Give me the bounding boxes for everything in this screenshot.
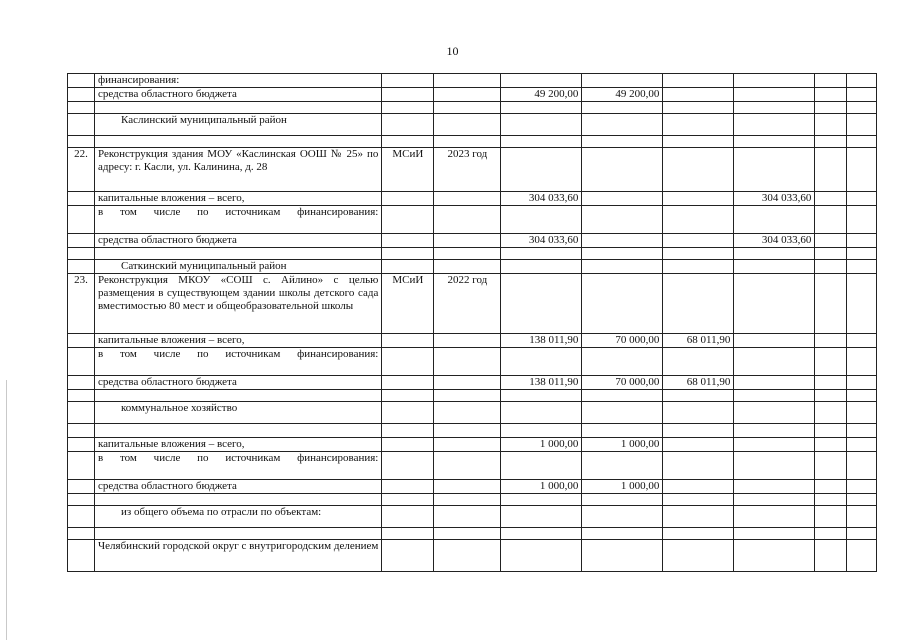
row-number-cell (68, 376, 95, 390)
amount-2024 (734, 438, 815, 452)
amount-2024 (734, 494, 815, 506)
amount-total (501, 452, 582, 480)
amount-total (501, 528, 582, 540)
amount-2022 (582, 424, 663, 438)
amount-2023 (663, 480, 734, 494)
table-row (68, 506, 877, 528)
amount-2022 (582, 390, 663, 402)
extra-col-2 (847, 424, 877, 438)
description-cell (95, 424, 382, 438)
amount-2024 (734, 528, 815, 540)
description-cell: капитальные вложения – всего, (95, 334, 382, 348)
extra-col-2 (847, 390, 877, 402)
description-cell (95, 102, 382, 114)
unit-cell (382, 102, 434, 114)
amount-2024 (734, 74, 815, 88)
table-row (68, 206, 877, 234)
extra-col-1 (815, 114, 847, 136)
unit-cell (382, 480, 434, 494)
table-body (68, 74, 877, 572)
extra-col-1 (815, 74, 847, 88)
extra-col-1 (815, 260, 847, 274)
amount-2024 (734, 480, 815, 494)
extra-col-1 (815, 424, 847, 438)
extra-col-2 (847, 192, 877, 206)
amount-2022 (582, 192, 663, 206)
amount-2022 (582, 136, 663, 148)
row-number-cell (68, 452, 95, 480)
amount-2022 (582, 452, 663, 480)
year-cell (434, 248, 501, 260)
amount-2022: 70 000,00 (582, 334, 663, 348)
year-cell (434, 234, 501, 248)
section-heading: коммунальное хозяйство (95, 402, 382, 424)
row-number-cell (68, 528, 95, 540)
description-cell: средства областного бюджета (95, 376, 382, 390)
year-cell: 2022 год (434, 274, 501, 334)
section-heading: Челябинский городской округ с внутригородским делением (95, 540, 382, 572)
extra-col-2 (847, 494, 877, 506)
extra-col-2 (847, 348, 877, 376)
amount-2024: 304 033,60 (734, 192, 815, 206)
table-row (68, 376, 877, 390)
extra-col-1 (815, 494, 847, 506)
row-number-cell (68, 88, 95, 102)
extra-col-1 (815, 452, 847, 480)
amount-2022 (582, 348, 663, 376)
extra-col-2 (847, 74, 877, 88)
extra-col-2 (847, 136, 877, 148)
row-number-cell (68, 206, 95, 234)
row-number-cell (68, 136, 95, 148)
amount-total (501, 260, 582, 274)
description-cell (95, 136, 382, 148)
row-number-cell (68, 402, 95, 424)
table-row (68, 540, 877, 572)
extra-col-2 (847, 274, 877, 334)
extra-col-1 (815, 438, 847, 452)
extra-col-1 (815, 376, 847, 390)
extra-col-1 (815, 274, 847, 334)
year-cell (434, 136, 501, 148)
description-cell: капитальные вложения – всего, (95, 192, 382, 206)
year-cell (434, 334, 501, 348)
table-row (68, 452, 877, 480)
year-cell (434, 102, 501, 114)
year-cell (434, 74, 501, 88)
table-row (68, 494, 877, 506)
amount-2022 (582, 234, 663, 248)
extra-col-2 (847, 438, 877, 452)
amount-2024 (734, 102, 815, 114)
row-number-cell (68, 506, 95, 528)
row-number-cell (68, 248, 95, 260)
row-number-cell: 23. (68, 274, 95, 334)
year-cell (434, 88, 501, 102)
table-row (68, 148, 877, 192)
unit-cell: МСиИ (382, 148, 434, 192)
table-row (68, 136, 877, 148)
amount-2023 (663, 206, 734, 234)
amount-2024 (734, 348, 815, 376)
amount-2024 (734, 114, 815, 136)
year-cell (434, 424, 501, 438)
row-number-cell (68, 334, 95, 348)
description-cell: средства областного бюджета (95, 234, 382, 248)
amount-2024 (734, 424, 815, 438)
amount-2023 (663, 260, 734, 274)
year-cell (434, 438, 501, 452)
amount-total (501, 274, 582, 334)
description-cell: в том числе по источникам финансирования: (95, 452, 382, 480)
extra-col-2 (847, 88, 877, 102)
amount-2023 (663, 540, 734, 572)
amount-2023 (663, 102, 734, 114)
table-row (68, 114, 877, 136)
unit-cell (382, 506, 434, 528)
unit-cell (382, 136, 434, 148)
unit-cell (382, 88, 434, 102)
amount-total (501, 402, 582, 424)
amount-2024 (734, 274, 815, 334)
amount-2023 (663, 452, 734, 480)
amount-total: 138 011,90 (501, 334, 582, 348)
year-cell (434, 348, 501, 376)
year-cell (434, 390, 501, 402)
amount-total: 304 033,60 (501, 192, 582, 206)
unit-cell (382, 74, 434, 88)
amount-total: 138 011,90 (501, 376, 582, 390)
page-number: 10 (446, 44, 459, 58)
amount-total (501, 114, 582, 136)
unit-cell (382, 528, 434, 540)
extra-col-2 (847, 452, 877, 480)
row-number-cell (68, 438, 95, 452)
extra-col-1 (815, 234, 847, 248)
amount-total (501, 424, 582, 438)
amount-2022 (582, 494, 663, 506)
unit-cell (382, 234, 434, 248)
amount-total (501, 74, 582, 88)
description-cell: в том числе по источникам финансирования: (95, 206, 382, 234)
amount-total (501, 348, 582, 376)
amount-2024 (734, 452, 815, 480)
amount-2023 (663, 274, 734, 334)
amount-2022 (582, 74, 663, 88)
description-cell (95, 494, 382, 506)
amount-total: 304 033,60 (501, 234, 582, 248)
amount-2024 (734, 88, 815, 102)
year-cell (434, 452, 501, 480)
amount-2023 (663, 390, 734, 402)
amount-2023 (663, 192, 734, 206)
extra-col-1 (815, 248, 847, 260)
extra-col-2 (847, 248, 877, 260)
extra-col-1 (815, 148, 847, 192)
description-cell: средства областного бюджета (95, 88, 382, 102)
table-row (68, 390, 877, 402)
amount-2022: 70 000,00 (582, 376, 663, 390)
amount-total (501, 506, 582, 528)
amount-2024 (734, 148, 815, 192)
amount-2023 (663, 528, 734, 540)
amount-2023 (663, 424, 734, 438)
extra-col-2 (847, 206, 877, 234)
amount-2022: 49 200,00 (582, 88, 663, 102)
row-number-cell (68, 390, 95, 402)
section-heading: Каслинский муниципальный район (95, 114, 382, 136)
year-cell (434, 206, 501, 234)
year-cell (434, 506, 501, 528)
year-cell (434, 494, 501, 506)
amount-2024 (734, 506, 815, 528)
amount-2023 (663, 234, 734, 248)
unit-cell (382, 438, 434, 452)
amount-total (501, 148, 582, 192)
table-row (68, 480, 877, 494)
row-number-cell (68, 234, 95, 248)
amount-2022 (582, 248, 663, 260)
amount-total (501, 248, 582, 260)
budget-table (67, 73, 877, 572)
amount-2022 (582, 274, 663, 334)
extra-col-1 (815, 348, 847, 376)
description-cell: капитальные вложения – всего, (95, 438, 382, 452)
table-row (68, 348, 877, 376)
unit-cell (382, 206, 434, 234)
table-row (68, 102, 877, 114)
table-row (68, 402, 877, 424)
table-row (68, 424, 877, 438)
table-row (68, 260, 877, 274)
amount-2023 (663, 88, 734, 102)
extra-col-2 (847, 114, 877, 136)
row-number-cell (68, 74, 95, 88)
extra-col-1 (815, 136, 847, 148)
year-cell (434, 540, 501, 572)
row-number-cell: 22. (68, 148, 95, 192)
amount-2022 (582, 260, 663, 274)
description-cell: финансирования: (95, 74, 382, 88)
amount-2022 (582, 206, 663, 234)
description-cell (95, 390, 382, 402)
table-row (68, 274, 877, 334)
amount-2022 (582, 148, 663, 192)
table-row (68, 192, 877, 206)
year-cell (434, 114, 501, 136)
unit-cell (382, 334, 434, 348)
row-number-cell (68, 102, 95, 114)
unit-cell (382, 540, 434, 572)
unit-cell (382, 452, 434, 480)
unit-cell (382, 192, 434, 206)
year-cell (434, 480, 501, 494)
extra-col-1 (815, 88, 847, 102)
amount-2022 (582, 506, 663, 528)
extra-col-2 (847, 480, 877, 494)
extra-col-2 (847, 528, 877, 540)
section-heading: Саткинский муниципальный район (95, 260, 382, 274)
amount-total (501, 206, 582, 234)
year-cell (434, 192, 501, 206)
extra-col-2 (847, 376, 877, 390)
unit-cell (382, 402, 434, 424)
amount-2024 (734, 402, 815, 424)
amount-2022: 1 000,00 (582, 438, 663, 452)
table-row (68, 528, 877, 540)
extra-col-1 (815, 528, 847, 540)
extra-col-1 (815, 540, 847, 572)
amount-2022 (582, 402, 663, 424)
amount-2022 (582, 540, 663, 572)
section-heading: из общего объема по отрасли по объектам: (95, 506, 382, 528)
extra-col-1 (815, 506, 847, 528)
extra-col-1 (815, 192, 847, 206)
amount-2024 (734, 540, 815, 572)
year-cell (434, 260, 501, 274)
table-row (68, 334, 877, 348)
amount-2023 (663, 506, 734, 528)
description-cell (95, 248, 382, 260)
extra-col-2 (847, 402, 877, 424)
extra-col-2 (847, 506, 877, 528)
unit-cell (382, 494, 434, 506)
amount-total: 1 000,00 (501, 438, 582, 452)
amount-2024 (734, 206, 815, 234)
row-number-cell (68, 424, 95, 438)
extra-col-1 (815, 480, 847, 494)
row-number-cell (68, 114, 95, 136)
description-cell: Реконструкция МКОУ «СОШ с. Айлино» с целью размещения в существующем здании школы детского сада вместимостью 80 мест и общеобразовательной школы (95, 274, 382, 334)
extra-col-2 (847, 234, 877, 248)
amount-2023 (663, 438, 734, 452)
row-number-cell (68, 348, 95, 376)
extra-col-1 (815, 390, 847, 402)
amount-2023: 68 011,90 (663, 376, 734, 390)
amount-2024: 304 033,60 (734, 234, 815, 248)
amount-2023 (663, 136, 734, 148)
table-row (68, 88, 877, 102)
extra-col-2 (847, 260, 877, 274)
amount-2024 (734, 136, 815, 148)
amount-total (501, 494, 582, 506)
description-cell: в том числе по источникам финансирования: (95, 348, 382, 376)
row-number-cell (68, 540, 95, 572)
amount-2023: 68 011,90 (663, 334, 734, 348)
row-number-cell (68, 480, 95, 494)
amount-2023 (663, 148, 734, 192)
amount-2024 (734, 334, 815, 348)
amount-2022 (582, 114, 663, 136)
amount-total (501, 102, 582, 114)
amount-2024 (734, 390, 815, 402)
amount-2022: 1 000,00 (582, 480, 663, 494)
year-cell (434, 376, 501, 390)
amount-2023 (663, 348, 734, 376)
extra-col-2 (847, 102, 877, 114)
table-row (68, 248, 877, 260)
description-cell (95, 528, 382, 540)
extra-col-2 (847, 334, 877, 348)
unit-cell (382, 348, 434, 376)
unit-cell (382, 260, 434, 274)
extra-col-1 (815, 402, 847, 424)
amount-2023 (663, 74, 734, 88)
table-row (68, 234, 877, 248)
unit-cell (382, 248, 434, 260)
extra-col-1 (815, 334, 847, 348)
amount-total: 49 200,00 (501, 88, 582, 102)
scan-edge-line (6, 380, 7, 640)
unit-cell: МСиИ (382, 274, 434, 334)
extra-col-1 (815, 206, 847, 234)
table-row (68, 438, 877, 452)
amount-2024 (734, 376, 815, 390)
amount-2024 (734, 248, 815, 260)
extra-col-1 (815, 102, 847, 114)
table-row (68, 74, 877, 88)
amount-2023 (663, 114, 734, 136)
amount-2023 (663, 494, 734, 506)
extra-col-2 (847, 148, 877, 192)
amount-total (501, 390, 582, 402)
amount-2023 (663, 248, 734, 260)
row-number-cell (68, 260, 95, 274)
extra-col-2 (847, 540, 877, 572)
amount-total (501, 136, 582, 148)
amount-2023 (663, 402, 734, 424)
amount-2022 (582, 102, 663, 114)
unit-cell (382, 376, 434, 390)
amount-2022 (582, 528, 663, 540)
year-cell: 2023 год (434, 148, 501, 192)
amount-2024 (734, 260, 815, 274)
description-cell: Реконструкция здания МОУ «Каслинская ООШ № 25» по адресу: г. Касли, ул. Калинина, д. 28 (95, 148, 382, 192)
unit-cell (382, 114, 434, 136)
unit-cell (382, 424, 434, 438)
row-number-cell (68, 192, 95, 206)
year-cell (434, 402, 501, 424)
amount-total: 1 000,00 (501, 480, 582, 494)
amount-total (501, 540, 582, 572)
row-number-cell (68, 494, 95, 506)
unit-cell (382, 390, 434, 402)
description-cell: средства областного бюджета (95, 480, 382, 494)
year-cell (434, 528, 501, 540)
